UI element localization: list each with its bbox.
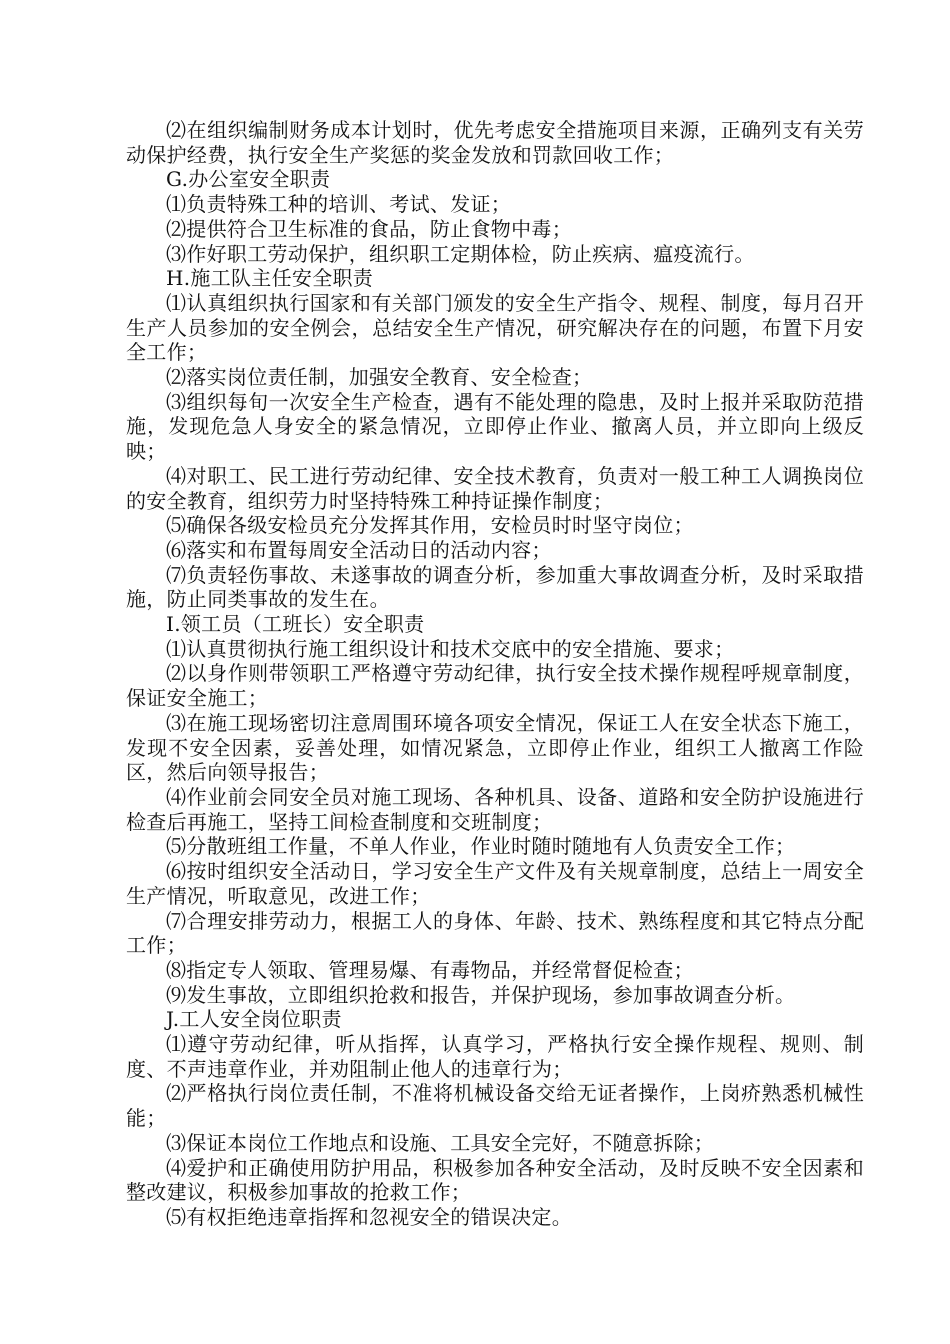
list-item: ⑶组织每旬一次安全生产检查，遇有不能处理的隐患，及时上报并采取防范措施，发现危急人身安全的紧急情况，立即停止作业、撤离人员，并立即向上级反映； <box>126 389 864 464</box>
list-item: ⑵以身作则带领职工严格遵守劳动纪律，执行安全技术操作规程呼规章制度，保证安全施工； <box>126 661 864 711</box>
list-item: ⑺负责轻伤事故、未遂事故的调查分析，参加重大事故调查分析，及时采取措施，防止同类事故的发生在。 <box>126 562 864 612</box>
list-item: ⑵在组织编制财务成本计划时，优先考虑安全措施项目来源，正确列支有关劳动保护经费，执行安全生产奖惩的奖金发放和罚款回收工作； <box>126 118 864 167</box>
list-item: ⑵落实岗位责任制，加强安全教育、安全检查； <box>166 365 593 390</box>
list-item: ⑷对职工、民工进行劳动纪律、安全技术教育，负责对一般工种工人调换岗位的安全教育，组织劳力时坚持特殊工种持证操作制度； <box>126 463 864 513</box>
list-item: ⑻指定专人领取、管理易爆、有毒物品，并经常督促检查； <box>166 957 694 982</box>
section-heading: G.办公室安全职责 <box>166 167 331 192</box>
list-item: ⑷作业前会同安全员对施工现场、各种机具、设备、道路和安全防护设施进行检查后再施工，坚持工间检查制度和交班制度； <box>126 784 864 834</box>
list-item: ⑴负责特殊工种的培训、考试、发证； <box>166 192 512 217</box>
list-item: ⑴遵守劳动纪律，听从指挥，认真学习，严格执行安全操作规程、规则、制度、不声违章作业，并劝阻制止他人的违章行为； <box>126 1032 864 1081</box>
list-item: ⑸确保各级安检员充分发挥其作用，安检员时时坚守岗位； <box>166 513 694 538</box>
list-item: ⑼发生事故，立即组织抢救和报告，并保护现场，参加事故调查分析。 <box>166 982 796 1007</box>
list-item: ⑶作好职工劳动保护，组织职工定期体检，防止疾病、瘟疫流行。 <box>166 241 755 266</box>
list-item: ⑷爱护和正确使用防护用品，积极参加各种安全活动，及时反映不安全因素和整改建议，积极参加事故的抢救工作； <box>126 1155 864 1205</box>
list-item: ⑵严格执行岗位责任制，不准将机械设备交给无证者操作，上岗疥熟悉机械性能； <box>126 1081 864 1131</box>
list-item: ⑴认真贯彻执行施工组织设计和技术交底中的安全措施、要求； <box>166 636 735 661</box>
list-item: ⑹落实和布置每周安全活动日的活动内容； <box>166 537 552 562</box>
list-item: ⑸有权拒绝违章指挥和忽视安全的错误决定。 <box>166 1204 572 1229</box>
list-item: ⑶保证本岗位工作地点和设施、工具安全完好，不随意拆除； <box>166 1130 715 1155</box>
list-item: ⑵提供符合卫生标准的食品，防止食物中毒； <box>166 216 572 241</box>
section-heading: J.工人安全岗位职责 <box>166 1007 342 1032</box>
list-item: ⑴认真组织执行国家和有关部门颁发的安全生产指令、规程、制度，每月召开生产人员参加的安全例会，总结安全生产情况，研究解决存在的问题，布置下月安全工作； <box>126 290 864 365</box>
list-item: ⑹按时组织安全活动日，学习安全生产文件及有关规章制度，总结上一周安全生产情况，听取意见，改进工作； <box>126 859 864 908</box>
list-item: ⑺合理安排劳动力，根据工人的身体、年龄、技术、熟练程度和其它特点分配工作； <box>126 908 864 958</box>
section-heading: H.施工队主任安全职责 <box>166 266 374 291</box>
document-body <box>126 118 864 1230</box>
list-item: ⑶在施工现场密切注意周围环境各项安全情况，保证工人在安全状态下施工，发现不安全因素，妥善处理，如情况紧急，立即停止作业，组织工人撤离工作险区，然后向领导报告； <box>126 710 864 785</box>
section-heading: I.领工员（工班长）安全职责 <box>166 612 425 637</box>
list-item: ⑸分散班组工作量，不单人作业，作业时随时随地有人负责安全工作； <box>166 834 796 859</box>
